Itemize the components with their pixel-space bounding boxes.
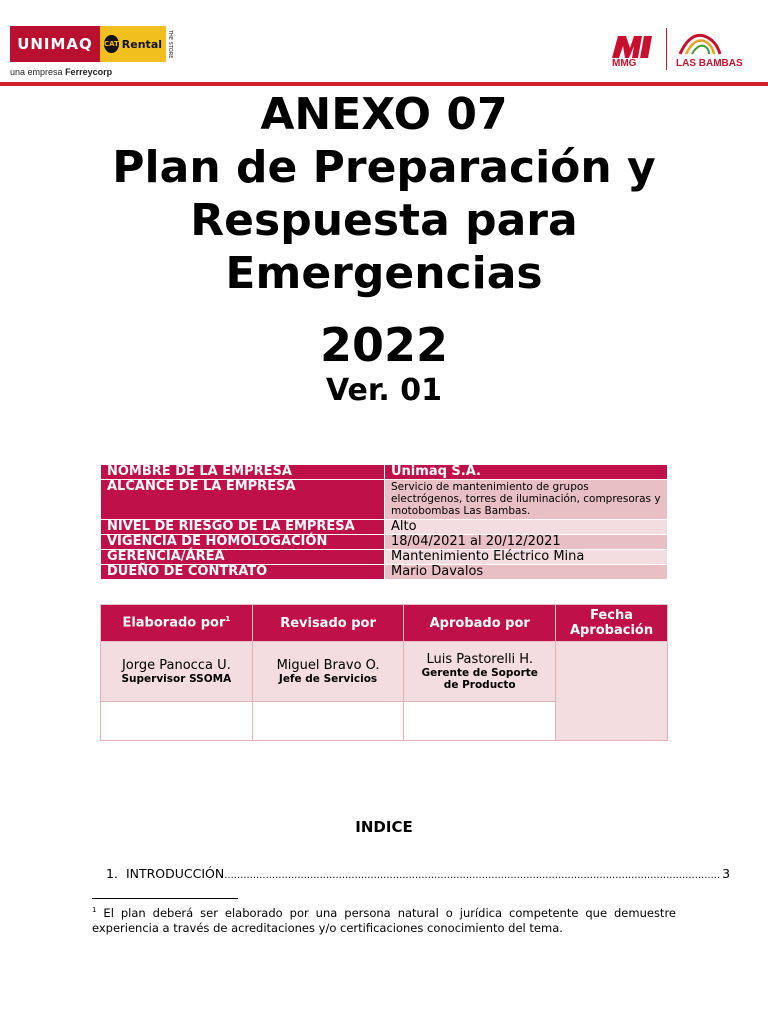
aprobado-cell <box>404 642 556 702</box>
info-value: Unimaq S.A. <box>385 465 668 480</box>
elaborado-role: Supervisor SSOMA <box>121 673 232 685</box>
signature-cell <box>101 702 253 741</box>
header-fecha <box>556 605 668 642</box>
header-fecha-line-1: Fecha <box>590 608 633 623</box>
info-row <box>101 565 668 580</box>
approval-names-row <box>101 642 668 702</box>
approval-table <box>100 604 668 741</box>
footnote-rule <box>92 898 238 899</box>
index-heading: INDICE <box>355 818 413 836</box>
info-value: Mantenimiento Eléctrico Mina <box>385 550 668 565</box>
info-label: GERENCIA/ÁREA <box>101 550 385 565</box>
info-row <box>101 480 668 520</box>
ferreycorp-tagline <box>10 67 112 77</box>
header-rule <box>0 82 768 86</box>
cat-rental-logo <box>100 26 174 62</box>
info-label: NOMBRE DE LA EMPRESA <box>101 465 385 480</box>
document-version: Ver. 01 <box>325 373 443 408</box>
info-value: Servicio de mantenimiento de grupos electrógenos, torres de iluminación, compresoras y motobombas Las Bambas. <box>385 480 668 520</box>
info-label: NIVEL DE RIESGO DE LA EMPRESA <box>101 520 385 535</box>
cat-badge-icon: CAT <box>104 35 119 53</box>
toc-title: INTRODUCCIÓN <box>125 866 225 881</box>
info-row <box>101 535 668 550</box>
toc-leader: ............................................................................................................................................................ <box>224 870 721 881</box>
header-fecha-line-2: Aprobación <box>569 623 654 638</box>
client-logos <box>610 28 750 72</box>
toc-entry[interactable] <box>106 866 731 881</box>
aprobado-name: Luis Pastorelli H. <box>426 652 533 667</box>
signature-cell <box>404 702 556 741</box>
mmg-text: MMG <box>612 58 637 69</box>
header-aprobado: Aprobado por <box>404 605 556 642</box>
info-value: 18/04/2021 al 20/12/2021 <box>385 535 668 550</box>
document-title <box>0 88 768 300</box>
las-bambas-logo-icon <box>676 30 722 56</box>
info-label: ALCANCE DE LA EMPRESA <box>101 480 385 520</box>
elaborado-cell <box>101 642 253 702</box>
title-line-1: ANEXO 07 <box>260 89 508 140</box>
title-line-3: Respuesta para <box>190 195 578 246</box>
info-value: Mario Davalos <box>385 565 668 580</box>
header-elaborado <box>101 605 253 642</box>
revisado-cell <box>252 642 404 702</box>
title-line-2: Plan de Preparación y <box>112 142 656 193</box>
rental-text: Rental <box>121 37 163 51</box>
tagline-prefix: una empresa <box>10 67 63 77</box>
unimaq-logo <box>10 26 174 62</box>
footnote-text: El plan deberá ser elaborado por una persona natural o jurídica competente que demuestre experiencia a través de acreditaciones y/o certificaciones conocimiento del tema. <box>92 905 676 935</box>
info-row <box>101 550 668 565</box>
unimaq-wordmark: UNIMAQ <box>10 26 100 62</box>
footnote <box>92 903 676 936</box>
mmg-logo-icon <box>610 32 654 60</box>
info-label: DUEÑO DE CONTRATO <box>101 565 385 580</box>
rental-store-text: THE STORE <box>167 29 174 59</box>
info-value: Alto <box>385 520 668 535</box>
aprobado-role-1: Gerente de Soporte <box>421 667 538 679</box>
fecha-cell <box>556 642 668 741</box>
company-info-table <box>100 464 668 580</box>
header-revisado: Revisado por <box>252 605 404 642</box>
header-elaborado-label: Elaborado por <box>122 615 226 631</box>
toc-page: 3 <box>722 866 731 881</box>
tagline-brand: Ferreycorp <box>65 67 113 77</box>
signature-cell <box>252 702 404 741</box>
las-bambas-text: LAS BAMBAS <box>676 58 743 69</box>
toc-number: 1. <box>106 866 118 881</box>
info-row <box>101 465 668 480</box>
elaborado-name: Jorge Panocca U. <box>121 658 231 673</box>
title-line-4: Emergencias <box>225 248 543 299</box>
info-label: VIGENCIA DE HOMOLOGACIÓN <box>101 535 385 550</box>
aprobado-role-2: de Producto <box>443 679 516 691</box>
footnote-mark: 1 <box>92 906 97 914</box>
info-row <box>101 520 668 535</box>
revisado-name: Miguel Bravo O. <box>276 658 380 673</box>
revisado-role: Jefe de Servicios <box>278 673 378 685</box>
document-year: 2022 <box>319 318 449 372</box>
footnote-ref: 1 <box>225 615 231 624</box>
approval-header-row <box>101 605 668 642</box>
logo-divider <box>666 28 667 70</box>
